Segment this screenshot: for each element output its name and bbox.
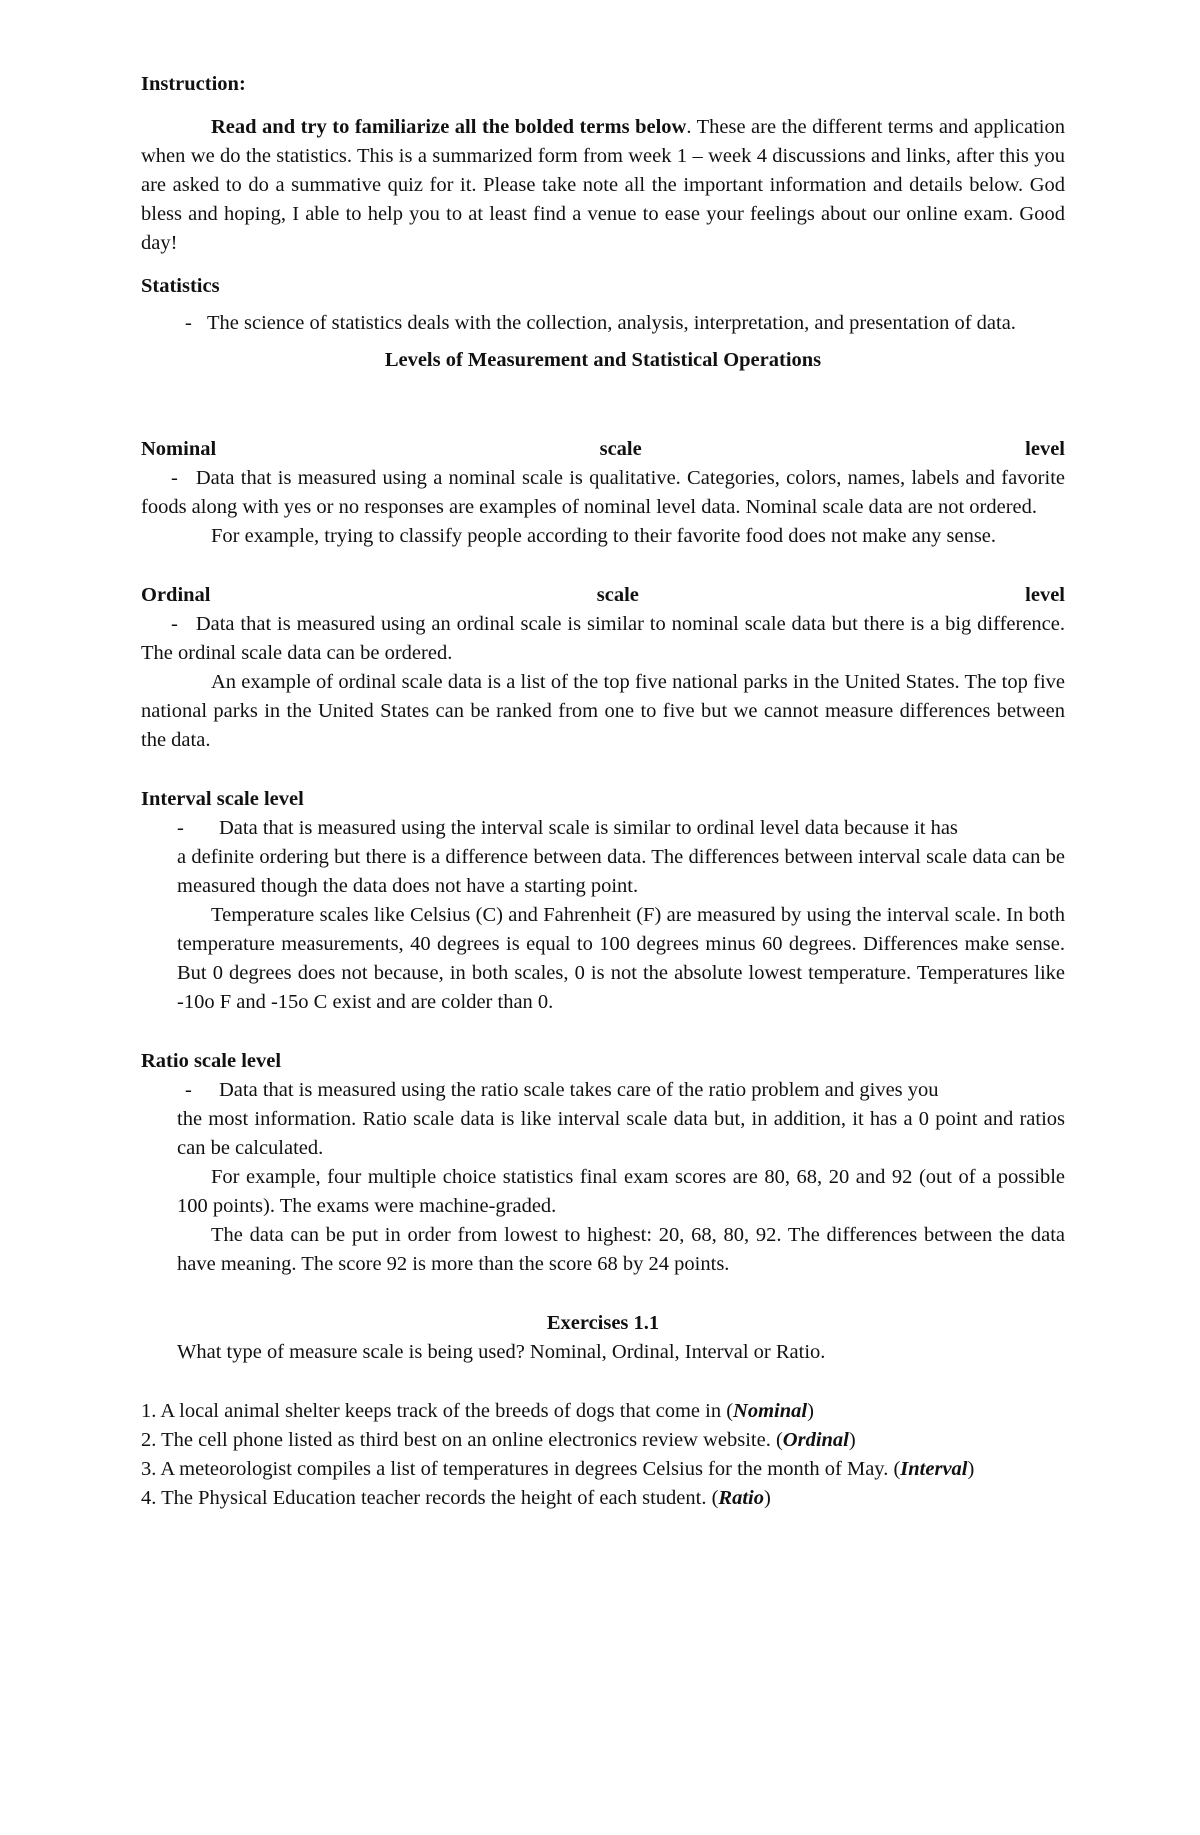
- instruction-heading: Instruction:: [141, 73, 246, 95]
- exercise-item: 3. A meteorologist compiles a list of temperatures in degrees Celsius for the month of May. (Interval): [141, 1458, 975, 1480]
- bullet-dash: -: [185, 312, 192, 334]
- exercise-item: 4. The Physical Education teacher records the height of each student. (Ratio): [141, 1487, 771, 1509]
- document-page: [141, 70, 1065, 1513]
- exercise-answer: Interval: [900, 1458, 968, 1480]
- statistics-definition: [141, 309, 1065, 338]
- interval-heading: Interval scale level: [141, 788, 304, 810]
- interval-text-1: - Data that is measured using the interval scale is similar to ordinal level data because it has: [141, 814, 1065, 843]
- levels-title: Levels of Measurement and Statistical Operations: [384, 349, 822, 371]
- ordinal-text-1: - Data that is measured using an ordinal scale is similar to nominal scale data but there is a big difference. The ordinal scale data can be ordered.: [141, 613, 1065, 664]
- bullet-dash: -: [177, 817, 184, 839]
- nominal-text-2: For example, trying to classify people according to their favorite food does not make any sense.: [211, 525, 997, 547]
- exercise-list: [141, 1397, 1065, 1513]
- interval-text-3: Temperature scales like Celsius (C) and Fahrenheit (F) are measured by using the interval scale. In both temperature measurements, 40 degrees is equal to 100 degrees minus 60 degrees. Differences make sense. But 0 degrees does not because, in both scales, 0 is not the absolute lowest temperature. Temperatures like -10o F and -15o C exist and are colder than 0.: [177, 904, 1065, 1013]
- exercises-prompt: What type of measure scale is being used? Nominal, Ordinal, Interval or Ratio.: [177, 1341, 826, 1363]
- exercise-item: 2. The cell phone listed as third best on an online electronics review website. (Ordinal): [141, 1429, 856, 1451]
- exercises-title: Exercises 1.1: [546, 1312, 660, 1334]
- exercise-answer: Nominal: [733, 1400, 808, 1422]
- exercise-item: 1. A local animal shelter keeps track of the breeds of dogs that come in (Nominal): [141, 1400, 814, 1422]
- exercise-answer: Ordinal: [782, 1429, 849, 1451]
- statistics-heading: Statistics: [141, 275, 220, 297]
- exercise-answer: Ratio: [718, 1487, 764, 1509]
- instruction-paragraph: [141, 113, 1065, 258]
- nominal-text-1: - Data that is measured using a nominal scale is qualitative. Categories, colors, names, labels and favorite foods along with yes or no responses are examples of nominal level data. Nominal scale data are not ordered.: [141, 467, 1065, 518]
- instruction-body: . These are the different terms and application when we do the statistics. This is a summarized form from week 1 – week 4 discussions and links, after this you are asked to do a summative quiz for it. Please take note all the important information and details below. God bless and hoping, I able to help you to at least find a venue to ease your feelings about our online exam. Good day!: [141, 116, 1065, 254]
- interval-text-2: a definite ordering but there is a difference between data. The differences between interval scale data can be measured though the data does not have a starting point.: [177, 846, 1065, 897]
- nominal-heading: Nominal scale level: [141, 438, 1065, 460]
- ordinal-heading: Ordinal scale level: [141, 584, 1065, 606]
- ratio-text-4: The data can be put in order from lowest to highest: 20, 68, 80, 92. The differences between the data have meaning. The score 92 is more than the score 68 by 24 points.: [177, 1224, 1065, 1275]
- ratio-text-3: For example, four multiple choice statistics final exam scores are 80, 68, 20 and 92 (out of a possible 100 points). The exams were machine-graded.: [177, 1166, 1065, 1217]
- ratio-text-1: - Data that is measured using the ratio scale takes care of the ratio problem and gives you: [141, 1076, 1065, 1105]
- instruction-bold-lead: Read and try to familiarize all the bolded terms below: [211, 116, 687, 138]
- bullet-dash: -: [185, 1079, 192, 1101]
- ratio-heading: Ratio scale level: [141, 1050, 282, 1072]
- ratio-text-2: the most information. Ratio scale data is like interval scale data but, in addition, it has a 0 point and ratios can be calculated.: [177, 1108, 1065, 1159]
- statistics-definition-text: The science of statistics deals with the collection, analysis, interpretation, and presentation of data.: [207, 312, 1016, 334]
- ordinal-text-2: An example of ordinal scale data is a list of the top five national parks in the United States. The top five national parks in the United States can be ranked from one to five but we cannot measure differences between the data.: [141, 671, 1065, 751]
